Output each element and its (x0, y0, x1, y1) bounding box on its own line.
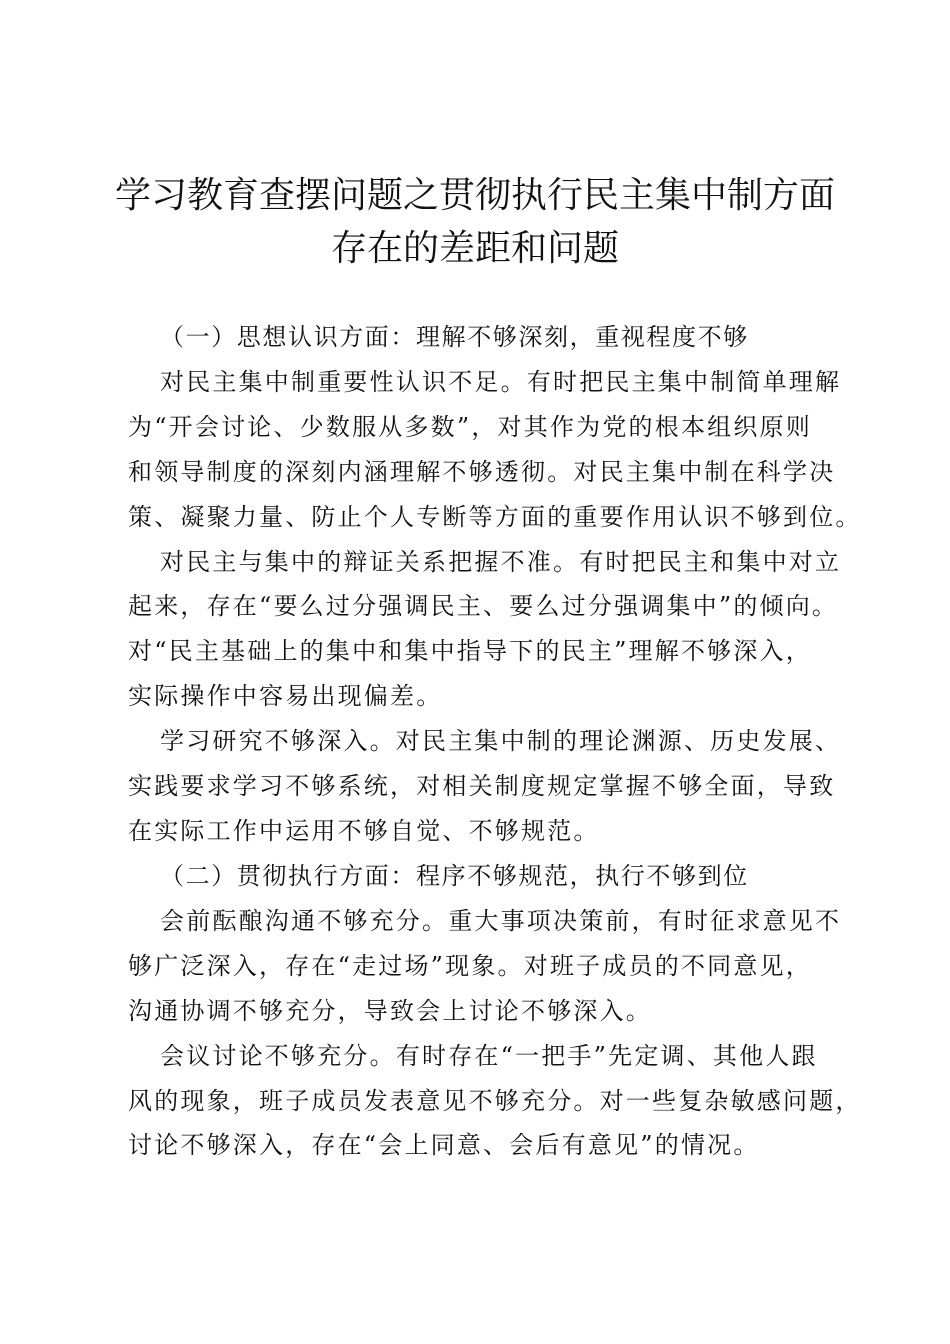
paragraph-4-line-2: 够广泛深入，存在“走过场”现象。对班子成员的不同意见， (128, 952, 812, 980)
section-heading-2: （二）贯彻执行方面：程序不够规范，执行不够到位 (160, 862, 749, 890)
document-title-line-2: 存在的差距和问题 (330, 228, 619, 269)
paragraph-1-line-2: 为“开会讨论、少数服从多数”，对其作为党的根本组织原则 (128, 413, 812, 441)
paragraph-2-line-2: 起来，存在“要么过分强调民主、要么过分强调集中”的倾向。 (128, 592, 839, 620)
paragraph-2-line-3: 对“民主基础上的集中和集中指导下的民主”理解不够深入， (128, 637, 812, 665)
paragraph-5-line-1: 会议讨论不够充分。有时存在“一把手”先定调、其他人跟 (160, 1042, 818, 1070)
paragraph-3-line-2: 实践要求学习不够系统，对相关制度规定掌握不够全面，导致 (128, 772, 836, 800)
paragraph-2-line-1: 对民主与集中的辩证关系把握不准。有时把民主和集中对立 (160, 548, 842, 576)
paragraph-3-line-3: 在实际工作中运用不够自觉、不够规范。 (128, 817, 600, 845)
paragraph-4-line-3: 沟通协调不够充分，导致会上讨论不够深入。 (128, 997, 652, 1025)
paragraph-1-line-1: 对民主集中制重要性认识不足。有时把民主集中制简单理解 (160, 368, 842, 396)
paragraph-5-line-2: 风的现象，班子成员发表意见不够充分。对一些复杂敏感问题， (128, 1087, 862, 1115)
paragraph-1-line-3: 和领导制度的深刻内涵理解不够透彻。对民主集中制在科学决 (128, 458, 836, 486)
paragraph-2-line-4: 实际操作中容易出现偏差。 (128, 682, 443, 710)
document-title-line-1: 学习教育查摆问题之贯彻执行民主集中制方面 (114, 175, 835, 216)
section-heading-1: （一）思想认识方面：理解不够深刻，重视程度不够 (160, 323, 749, 351)
paragraph-5-line-3: 讨论不够深入，存在“会上同意、会后有意见”的情况。 (128, 1131, 760, 1159)
paragraph-4-line-1: 会前酝酿沟通不够充分。重大事项决策前，有时征求意见不 (160, 907, 842, 935)
paragraph-3-line-1: 学习研究不够深入。对民主集中制的理论渊源、历史发展、 (160, 727, 842, 755)
paragraph-1-line-4: 策、凝聚力量、防止个人专断等方面的重要作用认识不够到位。 (128, 503, 862, 531)
